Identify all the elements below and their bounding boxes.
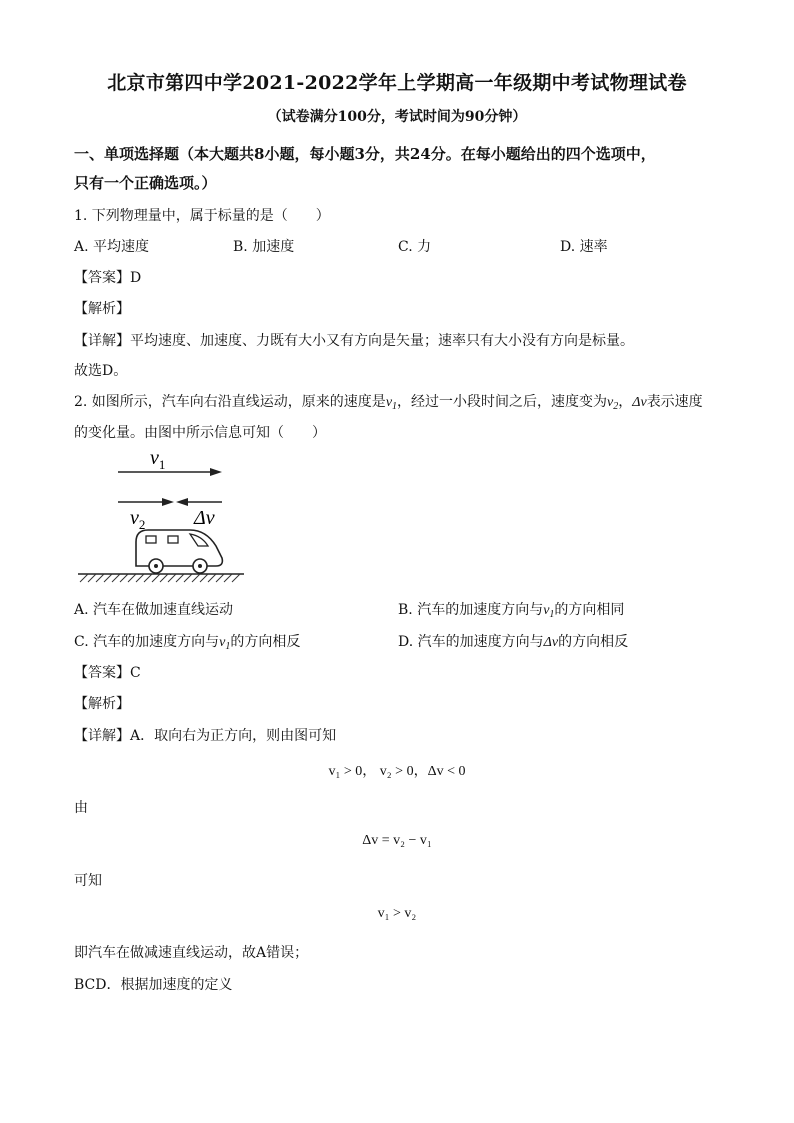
q2-by: 由 xyxy=(74,800,88,816)
q2-option-d: D. 汽车的加速度方向与Δv的方向相反 xyxy=(398,634,629,650)
q1-option-a: A. 平均速度 xyxy=(74,239,150,255)
page-subtitle: （试卷满分100分，考试时间为90分钟） xyxy=(267,109,527,125)
section-heading: 一、单项选择题（本大题共8小题，每小题3分，共24分。在每小题给出的四个选项中， xyxy=(74,145,656,163)
q2-option-b: B. 汽车的加速度方向与$v_1$的方向相同 xyxy=(398,602,625,620)
arrow-v1 xyxy=(118,468,222,476)
q2-analysis: 【解析】 xyxy=(74,696,130,712)
figure-label-v2: $v_2$ xyxy=(130,507,146,532)
q2-stem-v2: $v_2$ xyxy=(607,395,619,412)
q1-answer: 【答案】D xyxy=(74,270,142,286)
equation-3: v₁ > v₂ xyxy=(377,906,417,921)
q2-stem-part2: ，经过一小段时间之后，速度变为 xyxy=(397,394,608,410)
q1-conclusion: 故选D。 xyxy=(74,363,128,379)
q2-stem-v1: $v_1$ xyxy=(385,395,398,412)
figure-label-v1: $v_1$ xyxy=(150,447,166,472)
q1-detail: 【详解】平均速度、加速度、力既有大小又有方向是矢量；速率只有大小没有方向是标量。 xyxy=(74,333,634,349)
arrow-v2 xyxy=(118,498,174,506)
q2-stem-part4: 表示速度 xyxy=(646,394,703,410)
car-icon xyxy=(136,530,222,573)
q2-option-c: C. 汽车的加速度方向与$v_1$的方向相反 xyxy=(74,634,301,652)
q2-stem-line2: 的变化量。由图中所示信息可知（ ） xyxy=(74,425,326,441)
q1-analysis: 【解析】 xyxy=(74,301,130,317)
q1-option-d: D. 速率 xyxy=(560,239,608,255)
q2-bcd: BCD．根据加速度的定义 xyxy=(74,977,233,993)
q1-option-b: B. 加速度 xyxy=(233,239,295,255)
q2-conclusion-a: 即汽车在做减速直线运动，故A错误； xyxy=(74,945,309,961)
q2-stem: 2. 如图所示，汽车向右沿直线运动，原来的速度是$v_1$，经过一小段时间之后，速度变为$v_2$，Δv表示速度 xyxy=(74,394,703,412)
q1-option-c: C. 力 xyxy=(398,239,432,255)
figure-label-delta-v: Δv xyxy=(194,507,215,529)
q1-stem: 1. 下列物理量中，属于标量的是（ ） xyxy=(74,208,330,224)
q2-stem-part1: 2. 如图所示，汽车向右沿直线运动，原来的速度是 xyxy=(74,394,386,410)
equation-1: v₁ > 0， v₂ > 0，Δv < 0 xyxy=(328,764,466,779)
page-title: 北京市第四中学2021-2022学年上学期高一年级期中考试物理试卷 xyxy=(107,72,687,94)
q2-stem-dv: Δv xyxy=(632,395,647,410)
q2-answer: 【答案】C xyxy=(74,665,141,681)
car-velocity-figure xyxy=(74,446,254,586)
q2-knowable: 可知 xyxy=(74,873,102,889)
q2-option-a: A. 汽车在做加速直线运动 xyxy=(74,602,234,618)
q2-detail: 【详解】A．取向右为正方向，则由图可知 xyxy=(74,728,337,744)
equation-2: Δv = v₂ − v₁ xyxy=(362,833,432,848)
arrow-delta-v xyxy=(176,498,222,506)
ground xyxy=(78,574,244,582)
section-heading-cont: 只有一个正确选项。） xyxy=(74,174,217,192)
